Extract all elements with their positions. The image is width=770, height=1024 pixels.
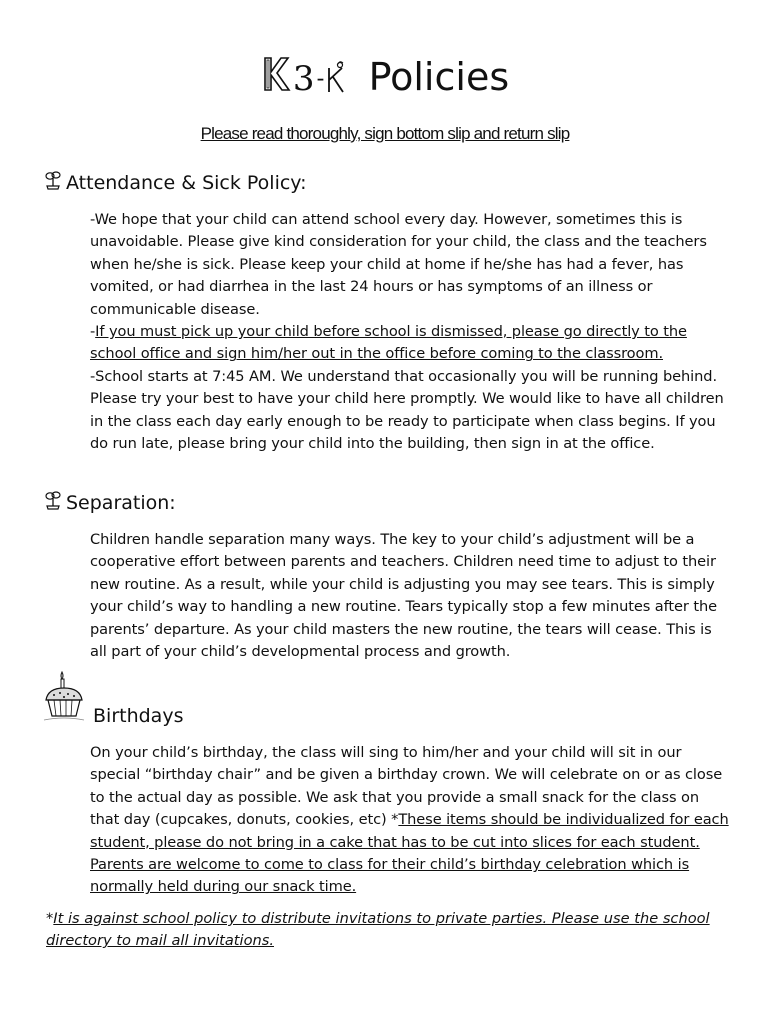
footnote-star: * xyxy=(46,910,54,927)
dash-prefix: - xyxy=(90,323,96,341)
invitation-footnote xyxy=(46,908,726,953)
section-heading-attendance xyxy=(44,170,307,195)
separation-text: Children handle separation many ways. The key to your child’s adjustment will be a cooperative effort between parents and teachers. Children need time to adjust to their new routine. As a result, while your child is adjusting you may see tears. This is simply your child’s way to handling a new routine. Tears typically stop a few minutes after the parents’ departure. As your child masters the new routine, the tears will cease. This is all part of your child’s developmental process and growth. xyxy=(90,531,717,661)
title-text: Policies xyxy=(368,55,510,99)
birthday-plain-text: On your child’s birthday, the class will sing to him/her and your child will sit in our special “birthday chair” and be given a birthday crown. We will celebrate on or as close to the actual day as possible. We ask that you provide a small snack for the class on that day (cupcakes, donuts, cookies, etc) * xyxy=(90,744,723,829)
section-title: Separation: xyxy=(66,491,176,514)
attendance-paragraphs xyxy=(90,209,730,455)
sprout-icon xyxy=(44,490,62,515)
attendance-paragraph-1: -We hope that your child can attend school every day. However, sometimes this is unavoidable. Please give kind consideration for your child, the class and the teachers when he/she is sick. Please keep your child at home if he/she has had a fever, has vomited, or had diarrhea in the last 24 hours or has symptoms of an illness or communicable disease. xyxy=(90,211,707,318)
section-heading-separation xyxy=(44,490,176,515)
attendance-paragraph-3: -School starts at 7:45 AM. We understand that occasionally you will be running behind. Please try your best to have your child here promptly. We would like to have all children in the class each day early enough to be ready to participate when class begins. If you do run late, please bring your child into the building, then sign in at the office. xyxy=(90,367,724,453)
birthday-underlined-text: These items should be individualized for each student, please do not bring in a cake that has to be cut into slices for each student. Parents are welcome to come to class for their child’s birthday celebration which is normally held during our snack time. xyxy=(90,811,729,896)
section-title: Birthdays xyxy=(93,705,184,727)
separation-paragraph xyxy=(90,529,730,663)
page-title xyxy=(0,52,770,106)
k3k-logo xyxy=(261,54,291,106)
sprout-icon xyxy=(44,170,62,195)
pickup-policy-text: If you must pick up your child before school is dismissed, please go directly to the school office and sign him/her out in the office before coming to the classroom. xyxy=(90,323,687,363)
logo-number: 3 xyxy=(292,59,315,99)
attendance-paragraph-2 xyxy=(90,321,730,366)
section-title: Attendance & Sick Policy: xyxy=(66,171,307,194)
logo-k xyxy=(324,63,348,98)
section-heading-birthdays xyxy=(93,705,183,727)
cupcake-icon xyxy=(42,670,86,728)
footnote-text: It is against school policy to distribute invitations to private parties. Please use the school directory to mail all invitations. xyxy=(46,910,710,950)
logo-dash: - xyxy=(316,66,325,92)
page-subtitle: Please read thoroughly, sign bottom slip and return slip xyxy=(200,124,570,143)
birthday-paragraph xyxy=(90,742,730,899)
birthday-text xyxy=(90,742,730,899)
